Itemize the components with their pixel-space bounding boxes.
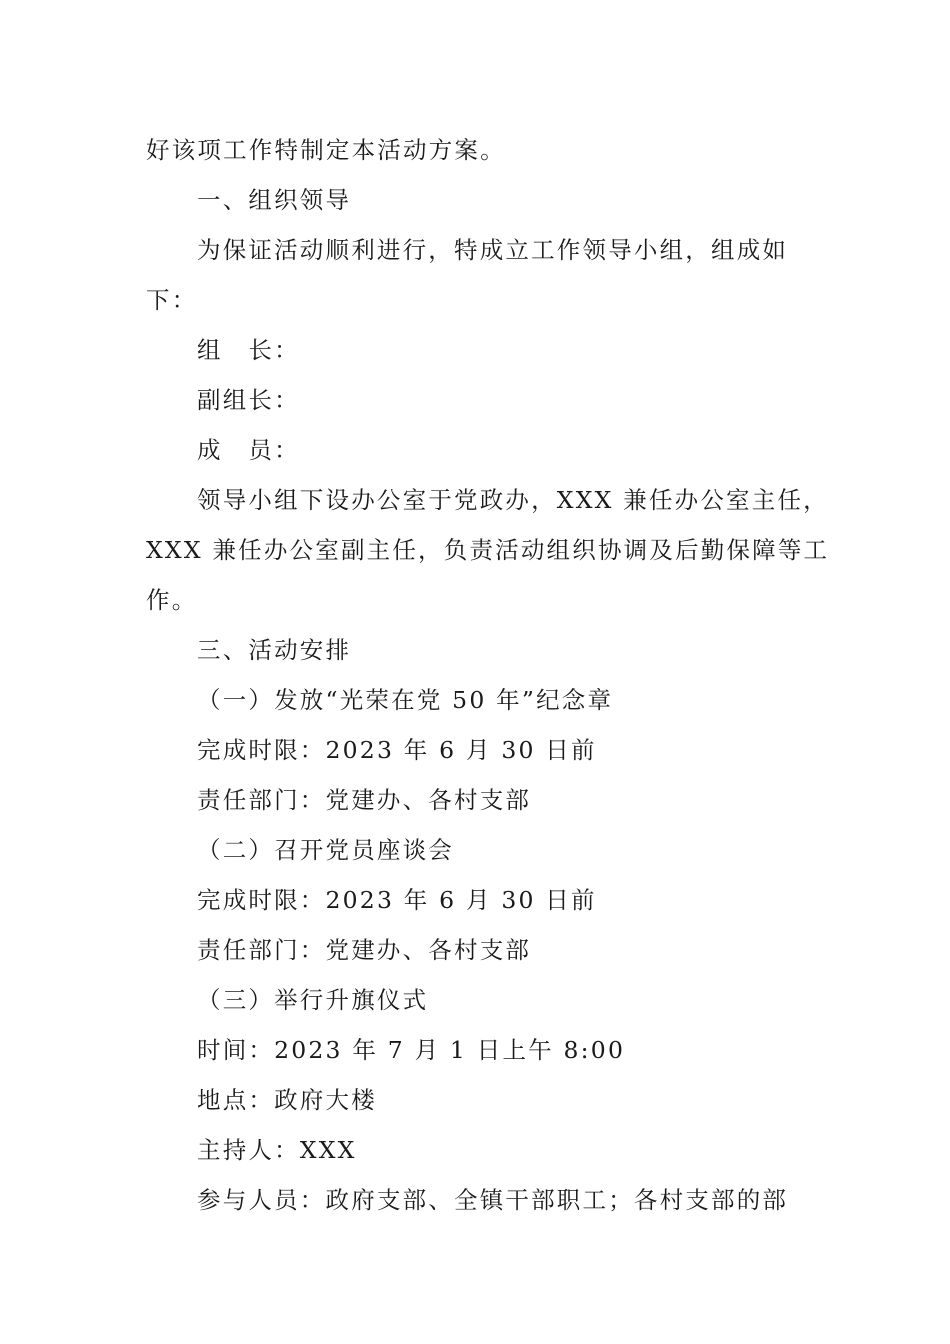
location-line: 地点：政府大楼: [197, 1086, 377, 1114]
members-line: 成 员：: [197, 436, 300, 464]
subsection-heading-3: （三）举行升旗仪式: [197, 986, 429, 1014]
host-line: 主持人：XXX: [197, 1136, 357, 1164]
paragraph-line: 为保证活动顺利进行，特成立工作领导小组，组成如: [197, 236, 789, 264]
department-line: 责任部门：党建办、各村支部: [197, 786, 532, 814]
leader-line: 组 长：: [197, 336, 300, 364]
paragraph-line: 好该项工作特制定本活动方案。: [146, 136, 506, 164]
deadline-line: 完成时限：2023 年 6 月 30 日前: [197, 736, 597, 764]
participants-line: 参与人员：政府支部、全镇干部职工；各村支部的部: [197, 1186, 789, 1214]
document-body: [146, 125, 830, 1225]
section-heading-organization: 一、组织领导: [197, 186, 352, 214]
paragraph-line: 作。: [146, 586, 198, 614]
section-heading-activities: 三、活动安排: [197, 636, 352, 664]
subsection-heading-1: （一）发放“光荣在党 50 年”纪念章: [197, 686, 614, 714]
paragraph-line: 领导小组下设办公室于党政办，XXX 兼任办公室主任，: [197, 486, 829, 514]
deadline-line: 完成时限：2023 年 6 月 30 日前: [197, 886, 597, 914]
subsection-heading-2: （二）召开党员座谈会: [197, 836, 454, 864]
paragraph-line: XXX 兼任办公室副主任，负责活动组织协调及后勤保障等工: [146, 536, 830, 564]
department-line: 责任部门：党建办、各村支部: [197, 936, 532, 964]
paragraph-line: 下：: [146, 286, 198, 314]
time-line: 时间：2023 年 7 月 1 日上午 8:00: [197, 1036, 626, 1064]
deputy-leader-line: 副组长：: [197, 386, 300, 414]
